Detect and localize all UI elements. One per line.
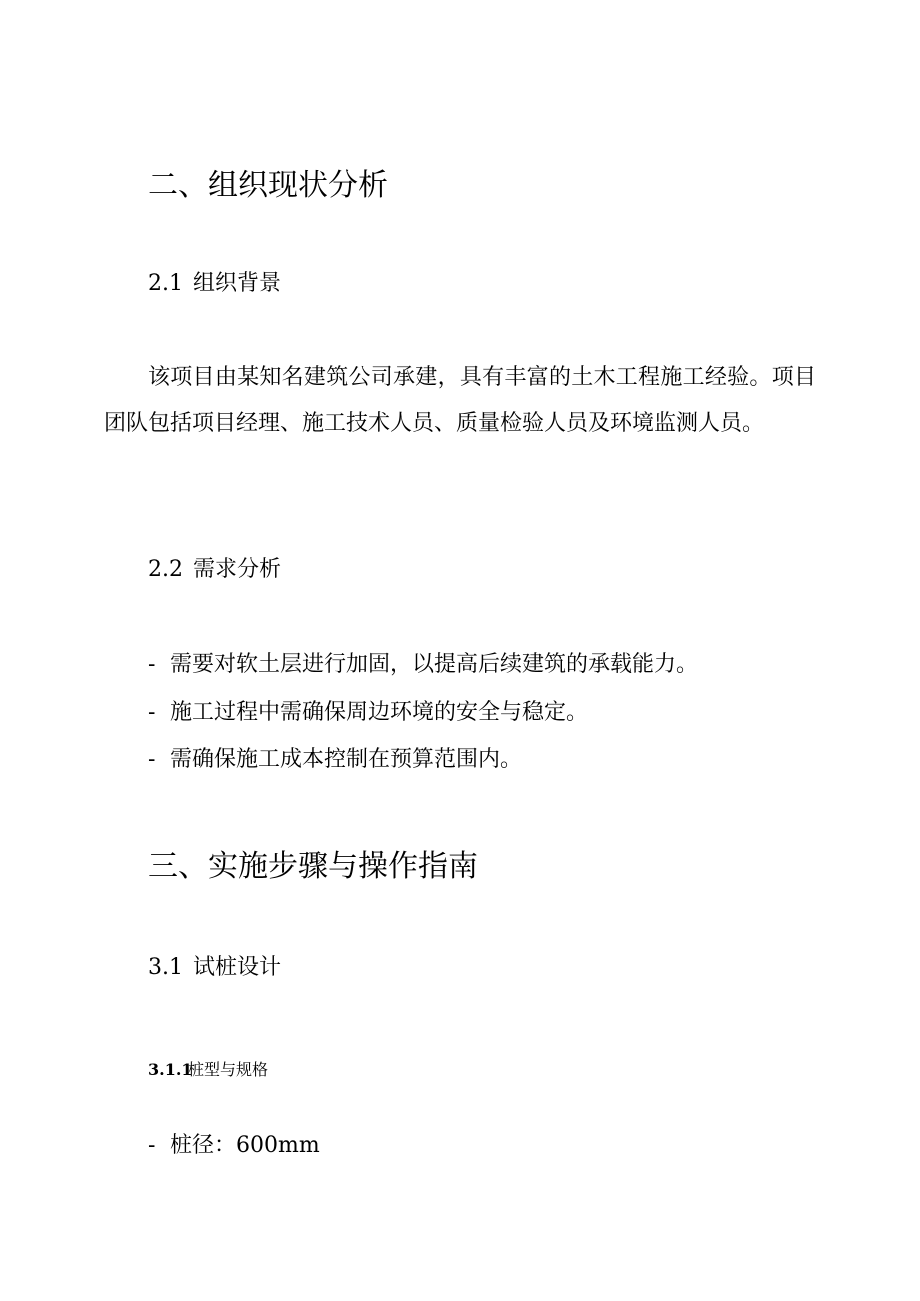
list-item-text: 施工过程中需确保周边环境的安全与稳定。 [170,700,589,725]
subsection-title: 桩型与规格 [188,1060,269,1079]
subsection-number: 3.1.1 [148,1060,193,1079]
subsection-title: 需求分析 [193,557,282,582]
subsection-3-1-1-heading [148,1059,268,1081]
list-item [148,699,588,727]
list-dash: - [148,652,156,677]
subsection-number: 2.1 [148,271,183,296]
list-item [148,1132,320,1160]
list-item [148,746,522,774]
list-dash: - [148,747,156,772]
subsection-number: 3.1 [148,955,183,980]
subsection-title: 试桩设计 [193,955,282,980]
subsection-title: 组织背景 [193,271,282,296]
subsection-3-1-heading [148,954,281,982]
background-paragraph: 该项目由某知名建筑公司承建，具有丰富的土木工程施工经验。项目团队包括项目经理、施工技术人员、质量检验人员及环境监测人员。 [104,365,816,436]
section-3-heading: 三、实施步骤与操作指南 [148,849,478,884]
section-2-heading: 二、组织现状分析 [148,168,388,203]
list-item [148,651,698,679]
list-item-text: 需要对软土层进行加固，以提高后续建筑的承载能力。 [170,652,699,677]
subsection-2-1-heading [148,270,281,298]
list-dash: - [148,700,156,725]
list-item-text: 需确保施工成本控制在预算范围内。 [170,747,523,772]
subsection-number: 2.2 [148,557,183,582]
list-item-text: 桩径：600mm [170,1133,320,1158]
list-dash: - [148,1133,156,1158]
subsection-2-2-heading [148,556,281,584]
